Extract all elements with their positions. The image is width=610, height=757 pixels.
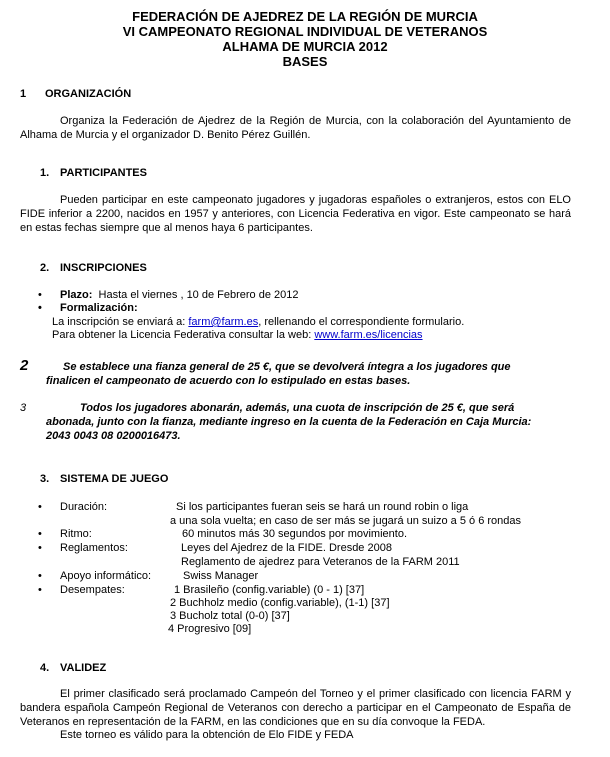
email-link[interactable]: farm@farm.es bbox=[188, 316, 259, 328]
desempate-item: 2 Buchholz medio (config.variable), (1-1) [37] bbox=[170, 597, 390, 609]
cuota-line2: abonada, junto con la fianza, mediante ingreso en la cuenta de la Federación en Caja Murcia: bbox=[46, 416, 532, 428]
desempate-item: 4 Progresivo [09] bbox=[168, 623, 252, 635]
fianza-number: 2 bbox=[20, 357, 29, 374]
title-bases: BASES bbox=[282, 54, 328, 69]
formalizacion-line2-pre: Para obtener la Licencia Federativa consultar la web: bbox=[52, 329, 315, 341]
formalizacion-line1-pre: La inscripción se enviará a: bbox=[52, 316, 189, 328]
desempates-label: • Desempates: bbox=[60, 584, 125, 596]
section-org-number: 1 bbox=[20, 88, 27, 100]
section-inscripciones-number: 2. bbox=[40, 262, 50, 274]
reglamentos-line1: Leyes del Ajedrez de la FIDE. Dresde 2008 bbox=[181, 542, 392, 554]
formalizacion-line2 bbox=[52, 329, 423, 341]
section-validez-text: El primer clasificado será proclamado Campeón del Torneo y el primer clasificado con licencia FARM y bandera española Campeón Regional de Veteranos con derecho a participar en el Campeonato de España de Veteranos en representación de la FARM, en las condiciones que en su día convoque la FEDA. bbox=[20, 688, 571, 728]
title-federation: FEDERACIÓN DE AJEDREZ DE LA REGIÓN DE MURCIA bbox=[132, 9, 478, 24]
formalizacion-line1 bbox=[52, 316, 464, 328]
section-participantes-title: PARTICIPANTES bbox=[60, 167, 147, 179]
licencias-link[interactable]: www.farm.es/licencias bbox=[314, 329, 423, 341]
section-sistema-number: 3. bbox=[40, 473, 50, 485]
fianza-line2: finalicen el campeonato de acuerdo con lo estipulado en estas bases. bbox=[46, 375, 411, 387]
desempate-item: 1 Brasileño (config.variable) (0 - 1) [37] bbox=[174, 584, 365, 596]
plazo-label: Plazo: bbox=[60, 289, 93, 301]
section-sistema-title: SISTEMA DE JUEGO bbox=[60, 473, 169, 485]
section-inscripciones-title: INSCRIPCIONES bbox=[60, 262, 147, 274]
reglamentos-label: • Reglamentos: bbox=[60, 542, 128, 554]
plazo-value: Hasta el viernes , 10 de Febrero de 2012 bbox=[98, 289, 299, 301]
section-validez-text2: Este torneo es válido para la obtención de Elo FIDE y FEDA bbox=[60, 729, 354, 741]
ritmo-value: 60 minutos más 30 segundos por movimiento. bbox=[182, 528, 408, 540]
formalizacion-line1-post: , rellenando el correspondiente formulario. bbox=[258, 316, 465, 328]
formalizacion-label: • Formalización: bbox=[60, 302, 138, 314]
reglamentos-line2: Reglamento de ajedrez para Veteranos de la FARM 2011 bbox=[181, 556, 460, 568]
title-venue: ALHAMA DE MURCIA 2012 bbox=[222, 39, 388, 54]
section-org-text: Organiza la Federación de Ajedrez de la Región de Murcia, con la colaboración del Ayuntamiento de Alhama de Murcia y el organizador D. Benito Pérez Guillén. bbox=[20, 115, 571, 141]
plazo-item bbox=[60, 289, 299, 301]
section-participantes-number: 1. bbox=[40, 167, 50, 179]
duracion-line2: a una sola vuelta; en caso de ser más se jugará un suizo a 5 ó 6 rondas bbox=[170, 515, 521, 527]
cuota-line3: 2043 0043 08 0200016473. bbox=[46, 430, 181, 442]
cuota-number: 3 bbox=[20, 402, 27, 414]
section-org-title: ORGANIZACIÓN bbox=[45, 88, 132, 100]
cuota-line1: Todos los jugadores abonarán, además, una cuota de inscripción de 25 €, que será bbox=[80, 402, 515, 414]
fianza-line1: Se establece una fianza general de 25 €, que se devolverá íntegra a los jugadores que bbox=[63, 361, 511, 373]
duracion-line1: Si los participantes fueran seis se hará un round robin o liga bbox=[176, 501, 469, 513]
section-participantes-text: Pueden participar en este campeonato jugadores y jugadoras españoles o extranjeros, estos con ELO FIDE inferior a 2200, nacidos en 1957 y anteriores, con Licencia Federativa en vigor. Este campeonato se hará en estas fechas siempre que al menos haya 6 participantes. bbox=[20, 194, 571, 234]
section-validez-number: 4. bbox=[40, 662, 50, 674]
ritmo-label: • Ritmo: bbox=[60, 528, 92, 540]
duracion-label: • Duración: bbox=[60, 501, 107, 513]
section-validez-title: VALIDEZ bbox=[60, 662, 107, 674]
desempate-item: 3 Bucholz total (0-0) [37] bbox=[170, 610, 290, 622]
title-championship: VI CAMPEONATO REGIONAL INDIVIDUAL DE VETERANOS bbox=[122, 24, 488, 39]
apoyo-label: • Apoyo informático: bbox=[60, 570, 151, 582]
apoyo-value: Swiss Manager bbox=[183, 570, 259, 582]
